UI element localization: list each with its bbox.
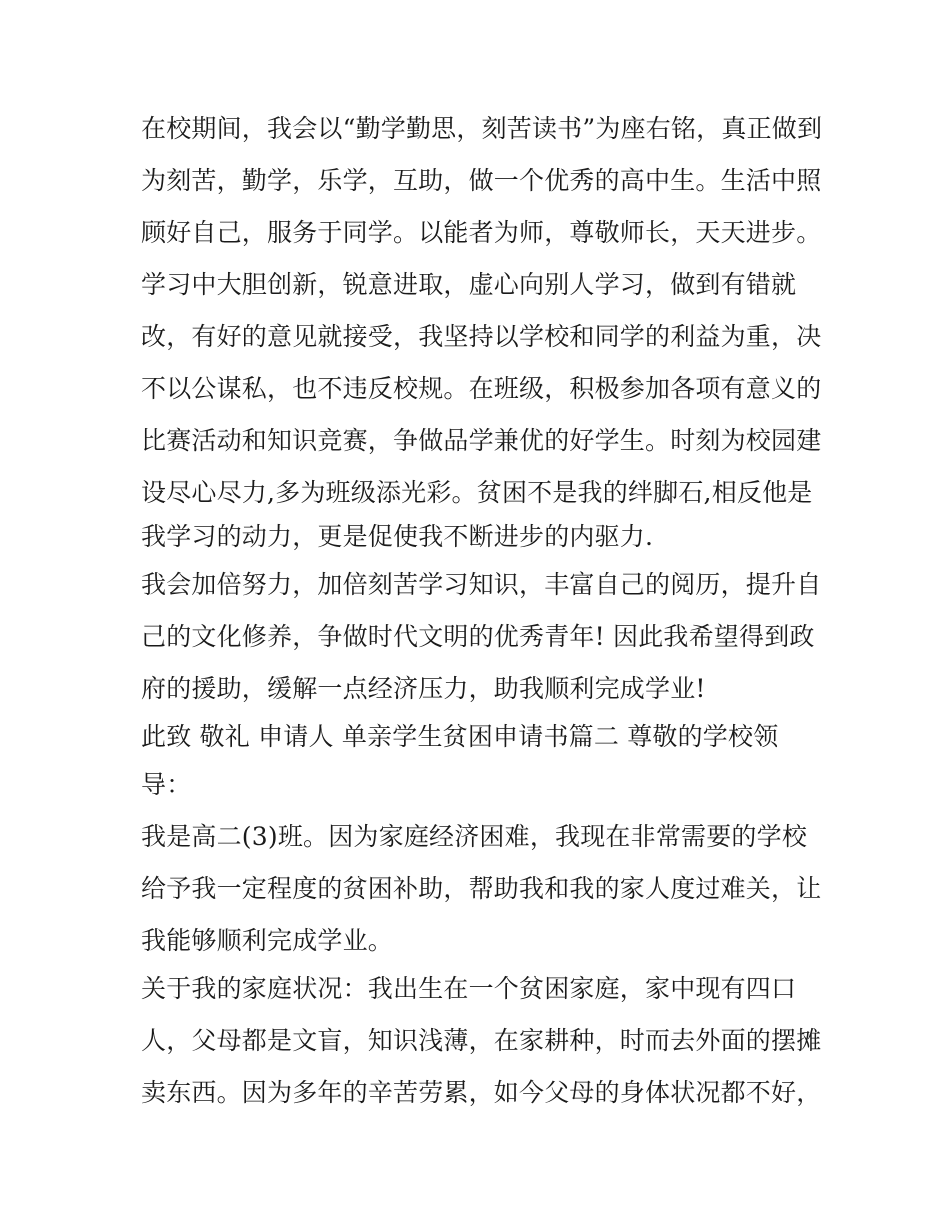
text-line: 学习中大胆创新，锐意进取，虚心向别人学习，做到有错就 bbox=[141, 270, 797, 299]
text-line: 我能够顺利完成学业。 bbox=[141, 926, 394, 955]
text-line: 设尽心尽力,多为班级添光彩。贫困不是我的绊脚石,相反他是 bbox=[141, 478, 813, 507]
text-line: 为刻苦，勤学，乐学，互助，做一个优秀的高中生。生活中照 bbox=[141, 166, 822, 195]
text-line: 比赛活动和知识竞赛，争做品学兼优的好学生。时刻为校园建 bbox=[141, 426, 822, 455]
text-line: 人，父母都是文盲，知识浅薄，在家耕种，时而去外面的摆摊 bbox=[141, 1026, 822, 1055]
text-line: 此致 敬礼 申请人 单亲学生贫困申请书篇二 尊敬的学校领 bbox=[141, 722, 779, 751]
text-line: 卖东西。因为多年的辛苦劳累，如今父母的身体状况都不好， bbox=[141, 1078, 822, 1107]
text-line: 给予我一定程度的贫困补助，帮助我和我的家人度过难关，让 bbox=[141, 874, 822, 903]
text-line: 我会加倍努力，加倍刻苦学习知识，丰富自己的阅历，提升自 bbox=[141, 570, 822, 599]
text-line: 我是高二(3)班。因为家庭经济困难，我现在非常需要的学校 bbox=[141, 822, 808, 851]
text-line: 关于我的家庭状况：我出生在一个贫困家庭，家中现有四口 bbox=[141, 974, 797, 1003]
text-line: 在校期间，我会以“勤学勤思，刻苦读书”为座右铭，真正做到 bbox=[141, 114, 823, 143]
text-line: 顾好自己，服务于同学。以能者为师，尊敬师长，天天进步。 bbox=[141, 218, 822, 247]
text-line: 导： bbox=[141, 770, 192, 799]
text-line: 府的援助，缓解一点经济压力，助我顺利完成学业! bbox=[141, 674, 706, 703]
text-line: 己的文化修养，争做时代文明的优秀青年! 因此我希望得到政 bbox=[141, 622, 815, 651]
text-line: 改，有好的意见就接受，我坚持以学校和同学的利益为重，决 bbox=[141, 322, 822, 351]
text-line: 我学习的动力，更是促使我不断进步的内驱力. bbox=[141, 522, 654, 551]
text-line: 不以公谋私，也不违反校规。在班级，积极参加各项有意义的 bbox=[141, 374, 822, 403]
